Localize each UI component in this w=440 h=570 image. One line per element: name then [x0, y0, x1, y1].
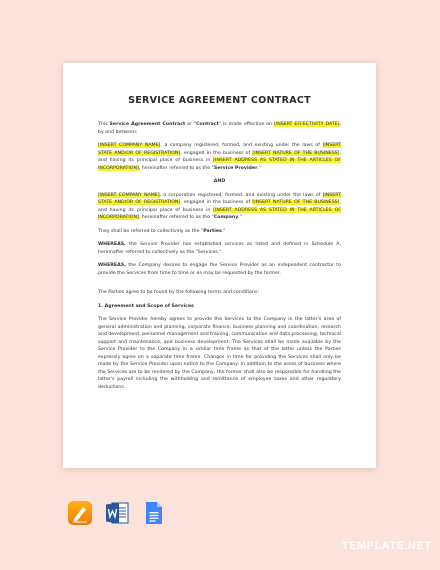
app-icons	[68, 501, 166, 525]
document-title: SERVICE AGREEMENT CONTRACT	[128, 95, 311, 106]
document-page	[63, 63, 376, 468]
party1-paragraph: [INSERT COMPANY NAME], a company registered, formed, and existing under the laws of [INSERT STATE AND/OR OF REGISTRATION], engaged in the business of [INSERT NATURE OF THE BUSINESS], and having its principal place of business in [INSERT ADDRESS AS STATED IN THE ARTICLES OF INCORPORATION], hereinafter referred to as the "Service Provider."	[98, 143, 341, 171]
intro-paragraph: This Service Agreement Contract or "Contract" is made effective on [INSERT EFFECTIVITY DATE], by and between:	[98, 122, 341, 135]
pages-icon[interactable]	[68, 501, 92, 525]
whereas1-paragraph: WHEREAS, the Service Provider has established services as listed and defined in Schedule A, hereinafter referred to collectively as the "Services."	[98, 242, 341, 255]
agreed-paragraph: The Parties agree to be found by the following terms and conditions:	[98, 290, 260, 295]
word-icon[interactable]	[105, 501, 129, 525]
brand-watermark: TEMPLATE.NET	[342, 540, 432, 552]
section1-body: The Service Provider hereby agrees to provide the Services to the Company in the latter's area of general administration and planning, corporate finance, business planning and coordination, research and development, personnel management and training, communication and data processing, technical support and maintenance, and business development. The Services shall be made available by the Service Provider to the Company in a similar time frame as that of the latter unless the Parties expressly agree on a separate time frame. Changes in time for providing the Services shall only be made by the Service Provider upon notice to the Company. In addition to the areas of business where the Services are to be rendered by the Company, the former shall also be responsible for handling the latter's payroll including the withholding and remittance of employee taxes and other regulatory deductions.	[98, 317, 341, 390]
section1-heading: 1. Agreement and Scope of Services	[98, 303, 194, 309]
whereas2-paragraph: WHEREAS, the Company desires to engage the Service Provider as an independent contractor to provide the Services from time to time or as may be requested by the former.	[98, 263, 341, 276]
and-separator: AND	[213, 179, 226, 184]
google-docs-icon[interactable]	[142, 501, 166, 525]
party2-paragraph: [INSERT COMPANY NAME], a corporation registered, formed, and existing under the laws of [INSERT STATE AND/OR OF REGISTRATION], engaged in the business of [INSERT NATURE OF THE BUSINESS], and having its principal place of business in [INSERT ADDRESS AS STATED IN THE ARTICLES OF INCORPORATION], hereinafter referred to as the "Company."	[98, 192, 342, 220]
parties-paragraph: They shall be referred to collectively as the "Parties."	[98, 228, 226, 234]
